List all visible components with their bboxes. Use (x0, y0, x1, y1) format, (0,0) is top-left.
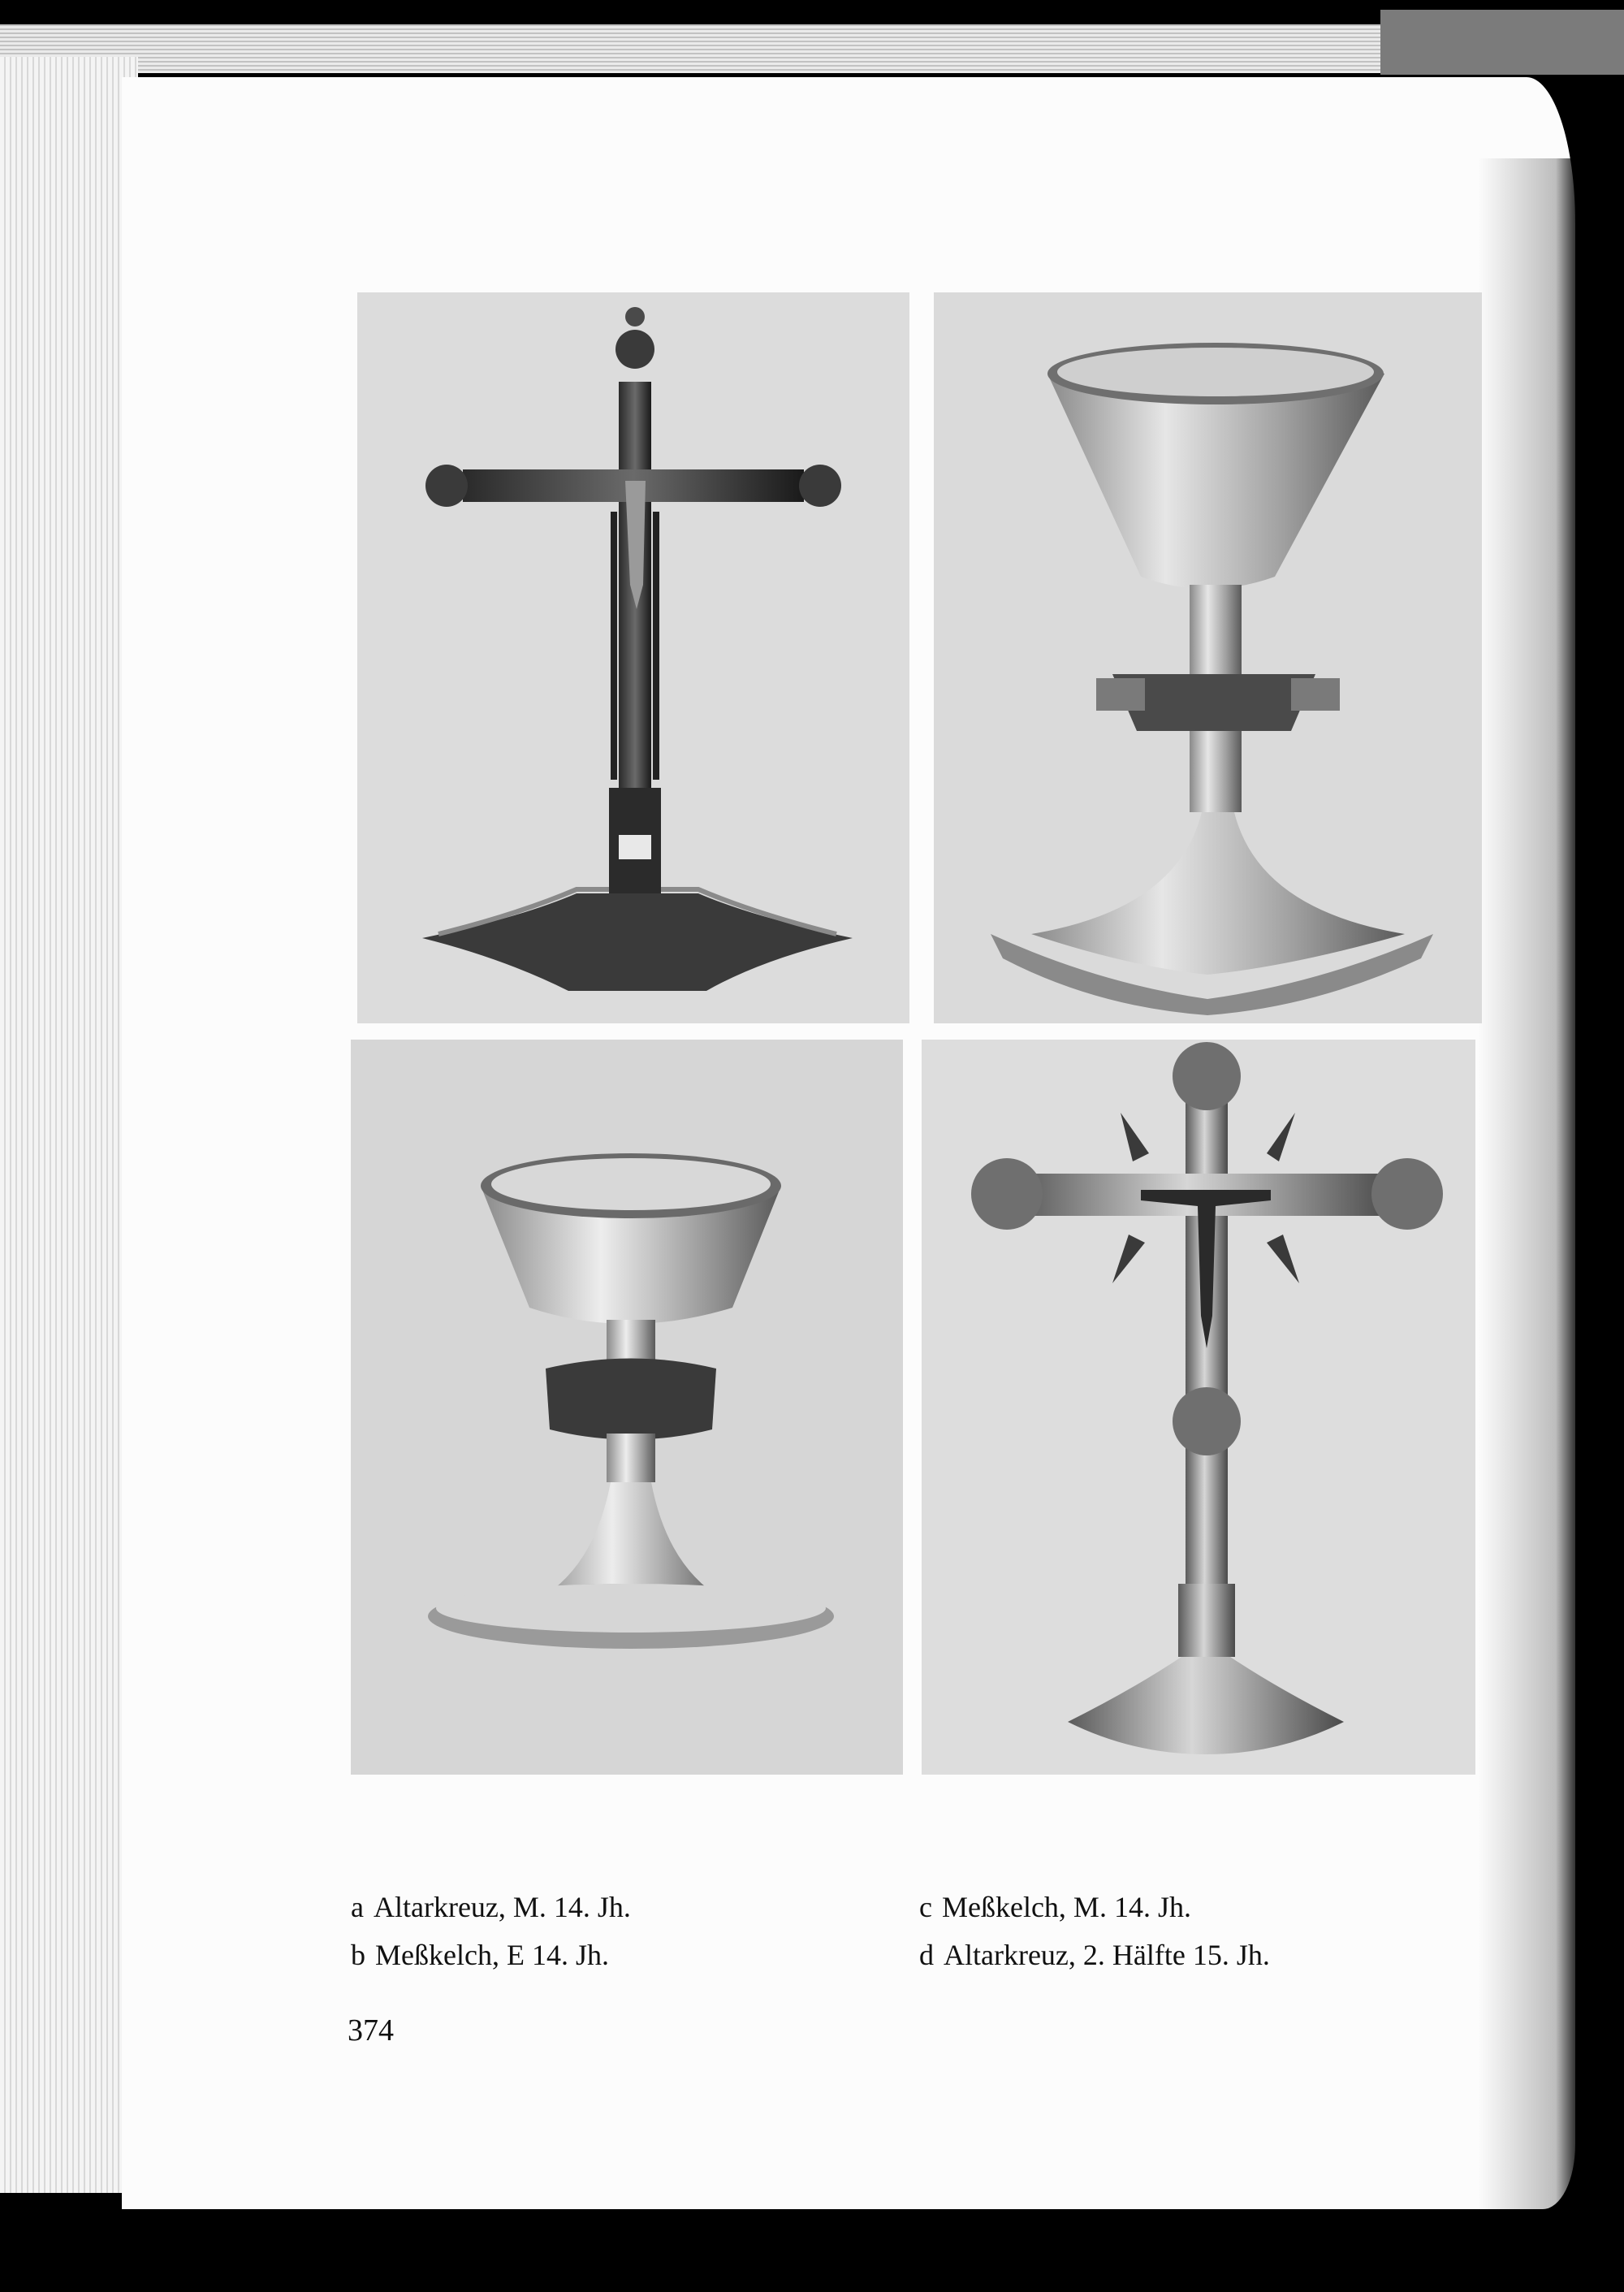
caption-letter: a (351, 1891, 364, 1923)
caption-letter: d (919, 1939, 934, 1971)
page-curl-shadow (1478, 158, 1575, 2286)
altar-cross-illustration (922, 1040, 1475, 1775)
book-cover-strip (1380, 10, 1624, 75)
caption-letter: c (919, 1891, 932, 1923)
caption-text: Altarkreuz, M. 14. Jh. (373, 1891, 631, 1923)
caption-d (919, 1938, 1270, 1972)
photo-plate-d-altar-cross (922, 1040, 1475, 1775)
chalice-illustration (351, 1040, 903, 1775)
caption-c (919, 1890, 1191, 1924)
page-number: 374 (348, 2013, 394, 2048)
caption-text: Meßkelch, M. 14. Jh. (941, 1891, 1191, 1923)
photo-plate-b-chalice (934, 292, 1482, 1023)
altar-cross-illustration (357, 292, 909, 1023)
caption-b (351, 1938, 609, 1972)
photo-plate-c-chalice (351, 1040, 903, 1775)
chalice-illustration (934, 292, 1482, 1023)
caption-a (351, 1890, 631, 1924)
caption-text: Altarkreuz, 2. Hälfte 15. Jh. (944, 1939, 1270, 1971)
caption-text: Meßkelch, E 14. Jh. (375, 1939, 609, 1971)
caption-letter: b (351, 1939, 365, 1971)
book-page-edges (0, 57, 138, 2193)
photo-plate-a-altar-cross (357, 292, 909, 1023)
